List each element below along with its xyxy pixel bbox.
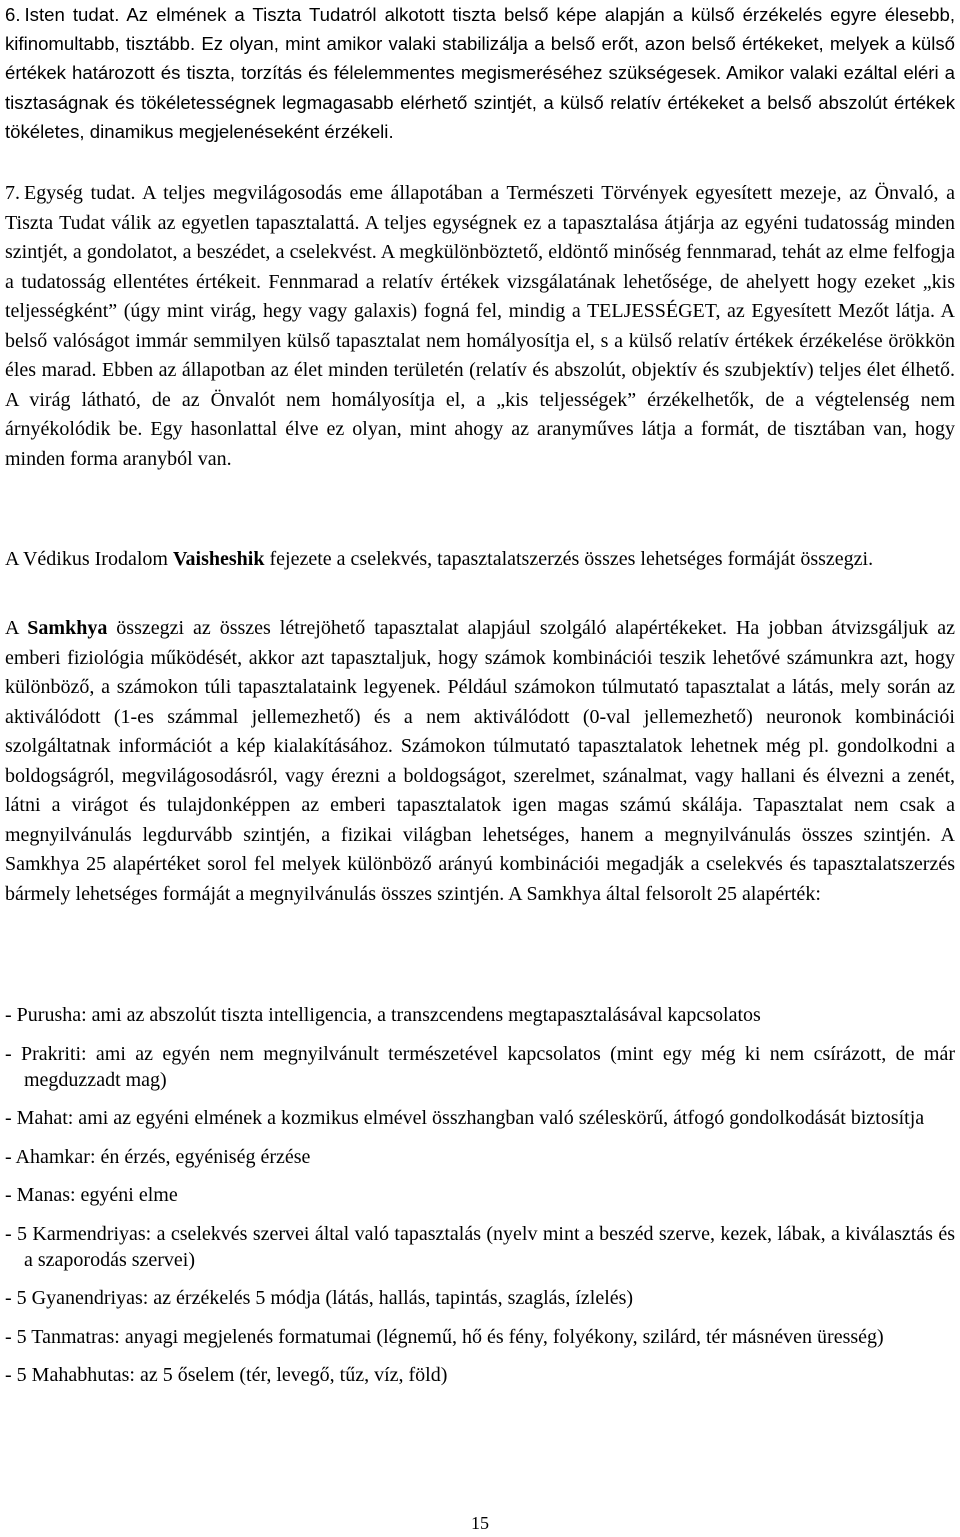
page-number: 15: [471, 1513, 489, 1533]
list-item: - Mahat: ami az egyéni elmének a kozmikus elmével összhangban való széleskörű, átfogó gondolkodását biztosítja: [5, 1107, 925, 1129]
list-item: - 5 Mahabhutas: az 5 őselem (tér, levegő, tűz, víz, föld): [5, 1364, 448, 1386]
alapertek-list: [5, 1002, 955, 1401]
samkhya-paragraph: [5, 614, 955, 909]
section-7-heading: Egység tudat.: [24, 182, 136, 204]
list-item: - Manas: egyéni elme: [5, 1184, 178, 1206]
vaisheshik-text-end: fejezete a cselekvés, tapasztalatszerzés összes lehetséges formáját összegzi.: [264, 548, 874, 570]
section-6-heading: Isten tudat.: [24, 4, 120, 25]
list-item: - 5 Gyanendriyas: az érzékelés 5 módja (látás, hallás, tapintás, szaglás, ízlelés): [5, 1287, 634, 1309]
vaisheshik-paragraph: [5, 545, 955, 575]
section-7-number: 7.: [5, 182, 20, 204]
vaisheshik-text-start: A Védikus Irodalom: [5, 548, 173, 570]
section-6-paragraph: [5, 0, 955, 146]
section-7-text: A teljes megvilágosodás eme állapotában a Természeti Törvények egyesített mezeje, az Önvaló, a Tiszta Tudat válik az egyetlen tapasztalattá. A teljes egységnek ez a tapasztalása átjárja az egyéni tudatosság minden szintjét, a gondolatot, a beszédet, a cselekvést. A megkülönböztető, eldöntő minőség fennmarad, tehát az elme felfogja a tudatosság ellentétes értékeit. Fennmarad a relatív értékek vizsgálatának lehetősége, de ahelyett hogy ezeket „kis teljességként” (úgy mint virág, hegy vagy galaxis) fogná fel, mindig a TELJESSÉGET, az Egyesített Mezőt látja. A belső valóságot immár semmilyen külső tapasztalat nem homályosítja el, s a külső relatív értékek érzékelése örökkön éles marad. Ebben az állapotban az élet minden területén (relatív és abszolút, objektív és szubjektív) teljes élet élhető. A virág látható, de az Önvalót nem homályosítja el, a „kis teljességek” érzékelhetők, de a végtelenség nem árnyékolódik be. Egy hasonlattal élve ez olyan, mint ahogy az aranyműves látja a formát, de tisztában van, hogy minden forma aranyból van.: [5, 182, 955, 470]
list-item: - 5 Tanmatras: anyagi megjelenés formatumai (légnemű, hő és fény, folyékony, szilárd, tér másnéven üresség): [5, 1325, 884, 1348]
list-item: - 5 Karmendriyas: a cselekvés szervei által való tapasztalás (nyelv mint a beszéd szerve, kezek, lábak, a kiválasztás és a szaporodás szervei): [5, 1222, 955, 1271]
samkhya-term: Samkhya: [27, 617, 108, 639]
list-item: - Purusha: ami az abszolút tiszta intelligencia, a transzcendens megtapasztalásával kapcsolatos: [5, 1004, 761, 1026]
section-7-paragraph: [5, 179, 955, 474]
list-item: - Prakriti: ami az egyén nem megnyilvánult természetével kapcsolatos (mint egy még ki nem csírázott, de már megduzzadt mag): [5, 1042, 955, 1091]
samkhya-text-start: A: [5, 617, 28, 639]
list-item: - Ahamkar: én érzés, egyéniség érzése: [5, 1145, 311, 1168]
vaisheshik-term: Vaisheshik: [172, 548, 265, 570]
section-6-number: 6.: [5, 4, 21, 25]
section-6-text: Az elmének a Tiszta Tudatról alkotott tiszta belső képe alapján a külső érzékelés egyre élesebb, kifinomultabb, tisztább. Ez olyan, mint amikor valaki stabilizálja a belső erőt, azon belső értékeket, melyek a külső értékek határozott és tiszta, torzítás és félelemmentes megismeréséhez szükségesek. Amikor valaki ezáltal eléri a tisztaságnak és tökéletességnek legmagasabb elérhető szintjét, a külső relatív értékeket a belső abszolút értékek tökéletes, dinamikus megjelenéseként érzékeli.: [5, 4, 956, 142]
samkhya-text-end: összegzi az összes létrejöhető tapasztalat alapjául szolgáló alapértékeket. Ha jobban átvizsgáljuk az emberi fiziológia működését, akkor azt tapasztaljuk, hogy számok kombinációi teszik lehetővé számunkra azt, hogy különböző, a számokon túli tapasztalataink legyenek. Például számokon túlmutató tapasztalat a látás, mely során az aktiválódott (1-es számmal jellemezhető) és a nem aktiválódott (0-val jellemezhető) neuronok kombinációi szolgáltatnak információt a kép kialakításához. Számokon túlmutató tapasztalatok lehetnek még pl. gondolkodni a boldogságról, megvilágosodásról, vagy érezni a boldogságot, szerelmet, szánalmat, vagy hallani és élvezni a zenét, látni a virágot és tulajdonképpen az emberi tapasztalatok igen magas számú skálája. Tapasztalat nem csak a megnyilvánulás legdurvább szintjén, a fizikai világban lehetséges, hanem a megnyilvánulás összes szintjén. A Samkhya 25 alapértéket sorol fel melyek különböző arányú kombinációi megadják a cselekvés és tapasztalatszerzés bármely lehetséges formáját a megnyilvánulás összes szintjén. A Samkhya által felsorolt 25 alapérték:: [5, 617, 955, 905]
